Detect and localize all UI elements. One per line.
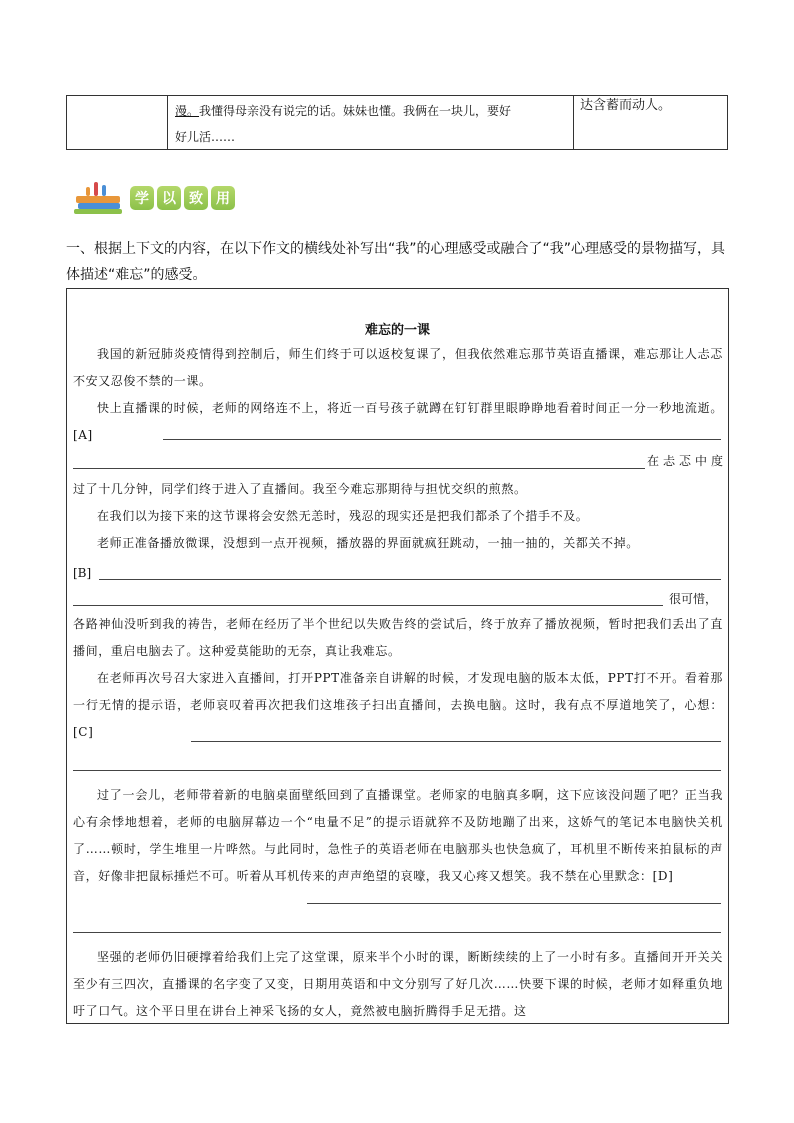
blank-line-a1 (163, 439, 721, 440)
blank-line-c2 (73, 770, 721, 771)
essay-paragraph-3: 过了十几分钟，同学们终于进入了直播间。我至今难忘那期待与担忧交织的煎熬。 (73, 482, 527, 496)
comment-text: 达含蓄而动人。 (580, 98, 672, 113)
passage-line-1: 我懂得母亲没有说完的话。妹妹也懂。我俩在一块儿，要好 (199, 104, 512, 118)
blank-line-a2 (73, 468, 645, 469)
essay-paragraph-6: 各路神仙没听到我的祷告，老师在经历了半个世纪以失败告终的尝试后，终于放弃了播放视频，暂时把我们丢出了直播间，重启电脑去了。这种爱莫能助的无奈，真让我难忘。 (73, 617, 723, 658)
essay-paragraph-5: 老师正准备播放微课，没想到一点开视频，播放器的界面就疯狂跳动，一抽一抽的，关都关不掉。 (97, 536, 639, 550)
essay-paragraph-9: 坚强的老师仍旧硬撑着给我们上完了这堂课，原来半个小时的课，断断续续的上了一小时有多。直播间开开关关至少有三四次，直播课的名字变了又变，日期用英语和中文分别写了好几次……快要下课的时候，老师才如释重负地吁了口气。这个平日里在讲台上神采飞扬的女人，竟然被电脑折腾得手足无措。这 (73, 950, 723, 1018)
blank-line-b1 (99, 579, 721, 580)
a-tail-text: 在忐忑中度 (647, 454, 728, 468)
badge-char: 学 (130, 186, 154, 210)
badge-char: 用 (211, 186, 235, 210)
table-cell-passage (167, 96, 574, 149)
essay-paragraph-1: 我国的新冠肺炎疫情得到控制后，师生们终于可以返校复课了，但我依然难忘那节英语直播课，难忘那让人忐忑不安又忍俊不禁的一课。 (73, 347, 723, 388)
badge-char: 致 (184, 186, 208, 210)
section-badge (74, 180, 238, 216)
blank-line-b2 (73, 605, 663, 606)
instruction-text: 一、根据上下文的内容，在以下作文的横线处补写出“我”的心理感受或融合了“我”心理感受的景物描写，具体描述“难忘”的感受。 (66, 241, 726, 283)
essay-paragraph-2: 快上直播课的时候，老师的网络连不上，将近一百号孩子就蹲在钉钉群里眼睁睁地看着时间正一分一秒地流逝。[A] (73, 401, 723, 442)
essay-box (66, 288, 729, 1024)
passage-line-2: 好儿活…… (175, 130, 236, 144)
essay-title: 难忘的一课 (364, 323, 430, 338)
blank-line-d1 (307, 903, 721, 904)
blank-line-d2 (73, 932, 721, 933)
essay-paragraph-4: 在我们以为接下来的这节课将会安然无恙时，残忍的现实还是把我们都杀了个措手不及。 (97, 509, 589, 523)
essay-paragraph-8: 过了一会儿，老师带着新的电脑桌面壁纸回到了直播课堂。老师家的电脑真多啊，这下应该没问题了吧？正当我心有余悸地想着，老师的电脑屏幕边一个“电量不足”的提示语就猝不及防地蹦了出来，这娇气的笔记本电脑快关机了……顿时，学生堆里一片哗然。与此同时，急性子的英语老师在电脑那头也快急疯了，耳机里不断传来拍鼠标的声音，好像非把鼠标捶烂不可。听着从耳机传来的声声绝望的哀嚎，我又心疼又想笑。我不禁在心里默念：[D] (73, 788, 723, 883)
badge-char: 以 (157, 186, 181, 210)
essay-paragraph-7: 在老师再次号召大家进入直播间，打开PPT准备亲自讲解的时候，才发现电脑的版本太低，PPT打不开。看着那一行无情的提示语，老师哀叹着再次把我们这堆孩子扫出直播间，去换电脑。这时，我有点不厚道地笑了，心想：[C] (73, 671, 723, 739)
table-cell-comment (574, 96, 727, 149)
table-cell-empty (67, 96, 168, 149)
b-tail-text: 很可惜， (669, 592, 718, 606)
top-table (66, 95, 728, 150)
underlined-text: 漫。 (175, 104, 200, 118)
blank-line-c1 (191, 741, 721, 742)
books-icon (74, 182, 126, 214)
b-label: [B] (73, 566, 92, 580)
